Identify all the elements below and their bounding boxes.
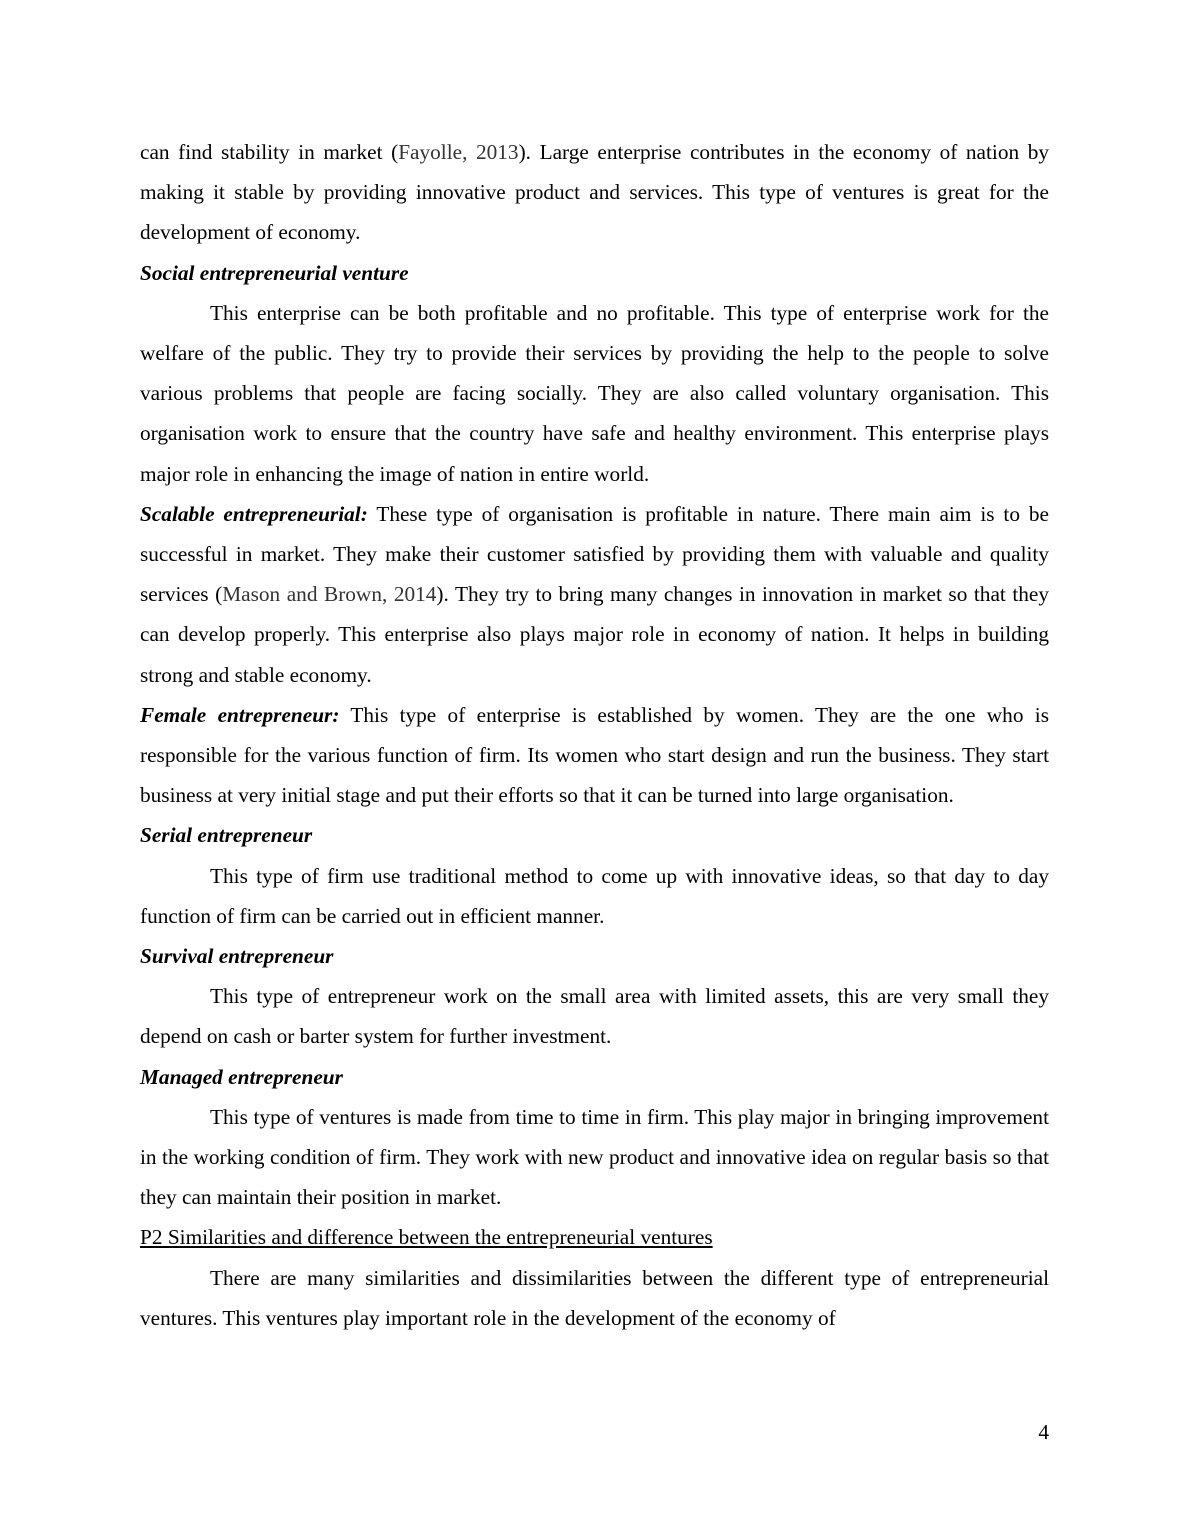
paragraph-female-entrepreneur bbox=[140, 695, 1049, 816]
paragraph-p2-similarities: There are many similarities and dissimilarities between the different type of entrepreneurial ventures. This ventures play important role in the development of the economy of bbox=[140, 1265, 1049, 1330]
paragraph-survival-entrepreneur: This type of entrepreneur work on the small area with limited assets, this are very small they depend on cash or barter system for further investment. bbox=[140, 984, 1049, 1049]
paragraph-text: can find stability in market ( bbox=[140, 140, 399, 164]
heading-managed-entrepreneur: Managed entrepreneur bbox=[140, 1064, 343, 1089]
paragraph-large-enterprise bbox=[140, 132, 1049, 253]
citation: Mason and Brown, 2014 bbox=[222, 582, 437, 607]
inline-heading-female: Female entrepreneur: bbox=[140, 702, 340, 727]
page-number: 4 bbox=[1038, 1420, 1049, 1444]
paragraph-social-entrepreneurial-venture: This enterprise can be both profitable and no profitable. This type of enterprise work for the welfare of the public. They try to provide their services by providing the help to the people to solve various problems that people are facing socially. They are also called voluntary organisation. This organisation work to ensure that the country have safe and healthy environment. This enterprise plays major role in enhancing the image of nation in entire world. bbox=[140, 300, 1049, 486]
heading-serial-entrepreneur: Serial entrepreneur bbox=[140, 823, 313, 848]
paragraph-scalable-entrepreneurial bbox=[140, 494, 1049, 695]
section-heading-p2: P2 Similarities and difference between the entrepreneurial ventures bbox=[140, 1225, 713, 1250]
page-content bbox=[140, 132, 1049, 1338]
paragraph-text: ). They try to bring many changes in innovation in market so that they can develop properly. This enterprise also plays major role in economy of nation. It helps in building strong and stable economy. bbox=[140, 582, 1050, 687]
heading-survival-entrepreneur: Survival entrepreneur bbox=[140, 944, 334, 969]
heading-social-entrepreneurial-venture: Social entrepreneurial venture bbox=[140, 260, 409, 285]
paragraph-text: ). Large enterprise contributes in the economy of nation by making it stable by providing innovative product and services. This type of ventures is great for the development of economy. bbox=[140, 140, 1050, 245]
paragraph-managed-entrepreneur: This type of ventures is made from time to time in firm. This play major in bringing improvement in the working condition of firm. They work with new product and innovative idea on regular basis so that they can maintain their position in market. bbox=[140, 1104, 1049, 1210]
paragraph-serial-entrepreneur: This type of firm use traditional method to come up with innovative ideas, so that day to day function of firm can be carried out in efficient manner. bbox=[140, 863, 1049, 928]
inline-heading-scalable: Scalable entrepreneurial: bbox=[140, 501, 368, 526]
paragraph-text: These type of organisation is profitable in nature. There main aim is to be successful in market. They make their customer satisfied by providing them with valuable and quality services ( bbox=[140, 501, 1050, 607]
citation: Fayolle, 2013 bbox=[398, 140, 519, 164]
paragraph-text: This type of enterprise is established by women. They are the one who is responsible for the various function of firm. Its women who start design and run the business. They start business at very initial stage and put their efforts so that it can be turned into large organisation. bbox=[140, 702, 1049, 808]
